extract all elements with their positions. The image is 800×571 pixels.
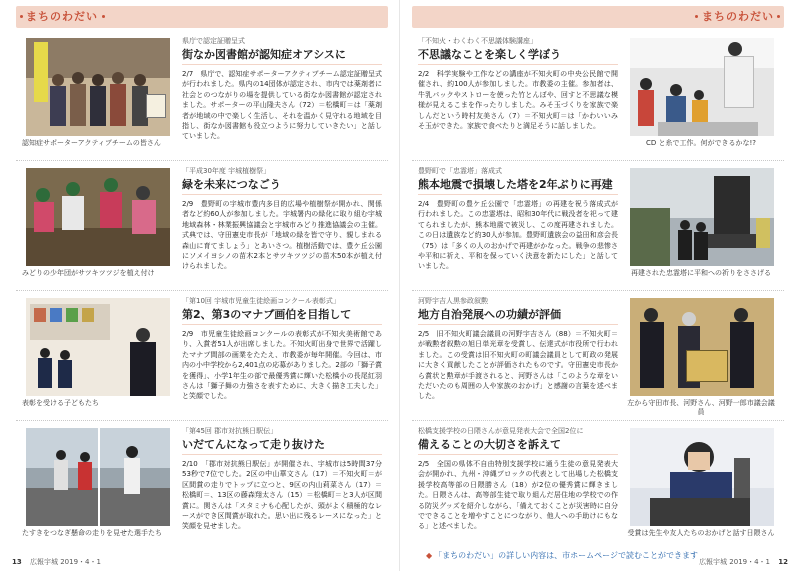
photo-dementia-team — [26, 38, 170, 136]
footer-left — [12, 557, 101, 567]
website-note — [426, 550, 698, 561]
diamond-icon: ◆ — [426, 551, 433, 560]
section-divider — [412, 420, 784, 421]
photo-tree-planting — [26, 168, 170, 266]
news-section — [16, 164, 388, 286]
article-headline: 備えることの大切さを訴えて — [418, 438, 618, 455]
photo-decoration-ceremony — [630, 298, 774, 396]
article — [182, 426, 382, 532]
news-section — [16, 424, 388, 546]
article — [418, 296, 618, 402]
header-dot — [777, 15, 780, 18]
article-label: 「平成30年度 宇城植樹祭」 — [182, 167, 271, 175]
photo-caption: 再建された忠霊塔に平和への祈りをささげる — [631, 269, 771, 277]
header-bar-left — [16, 6, 388, 28]
article-headline: 緑を未来につなごう — [182, 178, 382, 195]
article-label: 「不知火・わくわく不思議体験講座」 — [418, 37, 537, 45]
page-number: 12 — [778, 558, 788, 566]
section-divider — [16, 290, 388, 291]
photo-caption: 左から守田市長、河野さん、河野一郎市議会議員 — [627, 399, 775, 416]
article-headline: いだてんになって走り抜けた — [182, 438, 382, 455]
news-section — [412, 294, 784, 416]
photo-caption: 表彰を受ける子どもたち — [22, 399, 99, 407]
header-bar-right — [412, 6, 784, 28]
article-headline: 地方自治発展への功績が評価 — [418, 308, 618, 325]
article-headline: 不思議なことを楽しく学ぼう — [418, 48, 618, 65]
article-body: 2/9 豊野町の宇城市豊内多目的広場や植樹祭が開かれ、関係者など約60人が参加しました。宇城署内の緑化に取り組む宇城地域森林・林業振興協議会と宇城市みどり推進協議会の主催。式典では、守田憲史市長が「地域の緑を皆で守り、親しまれる森山に育てましょう」とあいさつ。植樹活動では、豊ケ丘公園にソメイヨシノの苗木2本とサツキツツジの苗木50本が植え付けられました。 — [182, 200, 382, 271]
photo-caption: 認知症サポーターアクティブチームの皆さん — [22, 139, 161, 147]
news-section — [16, 34, 388, 156]
publication-info: 広報宇城 2019・4・1 — [699, 558, 771, 566]
news-section — [412, 34, 784, 156]
article-label: 県庁で認定証贈呈式 — [182, 37, 245, 45]
section-divider — [16, 160, 388, 161]
photo-speech-award — [630, 428, 774, 526]
article-headline: 街なか図書館が認知症オアシスに — [182, 48, 382, 65]
photo-caption: みどりの少年団がサツキツツジを植え付け — [22, 269, 155, 277]
article-label: 「第45回 郡市対抗熊日駅伝」 — [182, 427, 278, 435]
article-headline: 熊本地震で損壊した塔を2年ぶりに再建 — [418, 178, 618, 195]
article-body: 2/7 県庁で、認知症サポーターアクティブチーム認定証贈呈式が行われました。県内の14団体が認定され、市内では薬剤者に社会とのつながりの場を提供している街なか図書館が認定されました。サポーターの平山隆夫さん（72）＝松橋町＝は「薬剤者が地域の中で楽しく生活し、それを温かく見守れる地域を目指し、街なか図書館も役立つように努力していきたい」と話していました。 — [182, 70, 382, 141]
header-title-left: まちのわだい — [26, 10, 98, 23]
publication-info: 広報宇城 2019・4・1 — [29, 558, 101, 566]
article — [418, 36, 618, 131]
article — [182, 36, 382, 142]
news-section — [412, 164, 784, 286]
photo-caption: CD と糸で工作。何ができるかな!? — [645, 139, 757, 147]
article — [182, 296, 382, 402]
article-body: 2/5 旧不知火町議会議員の河野宇吉さん（88）＝不知火町＝が戦勲者叙勲の旭日単光章を受賞し、伝達式が市役所で行われました。この受賞は旧不知火町の町議会議員として町政の発展に大きく貢献したことが評価されたものです。守田憲史市長から賞状と勲章が手渡されると、河野さんは「このような章をいただいたのも周囲の人や家族のおかげ」と感謝の言葉を述べました。 — [418, 330, 618, 401]
article — [418, 166, 618, 272]
news-section — [16, 294, 388, 416]
website-note-text: 「まちのわだい」の詳しい内容は、市ホームページで読むことができます — [434, 551, 698, 560]
header-dot — [695, 15, 698, 18]
article-body: 2/2 科学実験や工作などの講座が不知火町の中央公民館で開催され、約100人が参加しました。市教委の主催。参加者は、牛乳パックやストローを使った竹とんぼや、回すと不思議な模様が見えるこまを作ったりしました。みそ玉づくりを家族で楽しんだという時村友美さん（7）＝不知火町＝は「かわいいみそ玉ができた。家族で食べたりと満足そうに話しました。 — [418, 70, 618, 131]
right-page — [400, 0, 800, 571]
photo-memorial-tower — [630, 168, 774, 266]
article-body: 2/4 豊野町の豊ケ丘公園で「忠霊塔」の再建を祝う落成式が行われました。この忠霊塔は、昭和30年代に戦没者を祀って建てられましたが、熊本地震で被災し、この度再建されました。この日は遺族など約30人が参加。豊野町遺族会の益田和彦会長（75）は「多くの人のおかげで再建がかなった。戦争の悲惨さや平和に祈え、平和を保っていく決意を新たにした」と話していました。 — [418, 200, 618, 271]
article-body: 2/9 市児童生徒絵画コンクールの表彰式が不知火美術館であり、入賞者51人が出席しました。不知火町出身で世界で活躍したマナブ間部の画業をたたえ、市教委が毎年開催。今回は、市内の小中学校から2,401点の応募がありました。2部の「獅子賞を獲得」、小学1年生の部で最優秀賞に輝いた松橋小の長尾紅羽さんは「獅子舞の力強さを表すために、大きく描き工夫した」と笑顔でした。 — [182, 330, 382, 401]
section-divider — [412, 160, 784, 161]
photo-ekiden — [26, 428, 170, 526]
header-dot — [102, 15, 105, 18]
article-headline: 第2、第3のマナブ画伯を目指して — [182, 308, 382, 325]
article-label: 河野宇吉人黒参政叙勲 — [418, 297, 488, 305]
photo-art-award — [26, 298, 170, 396]
page-number: 13 — [12, 558, 22, 566]
header-title-right: まちのわだい — [702, 10, 774, 23]
photo-caption: たすきをつなぎ懸命の走りを見せた選手たち — [22, 529, 162, 537]
article-body: 2/5 全国の県体不自由特別支援学校に通う生徒の意見発表大会が開かれ、九州・沖縄ブロックの代表として出場した松橋支援学校高等部の日隈勝さん（18）が2位の優秀賞に輝きました。日隈さんは、高等部生徒で取り組んだ居住地の学校での作る防災グッズを紹介しながら、「備えておくことが災害時に自分でできることを増やすことにつながり、他人への手助けにもなる」と述べました。 — [418, 460, 618, 531]
article-label: 松橋支援学校の日隈さんが意見発表大会で全国2位に — [418, 427, 584, 435]
photo-caption: 受賞は先生や友人たちのおかげと話す日隈さん — [627, 529, 775, 537]
article-label: 「第10回 宇城市児童生徒絵画コンクール表彰式」 — [182, 297, 340, 305]
article — [182, 166, 382, 272]
article-body: 2/10 「郡市対抗熊日駅伝」が開催され、宇城市は5時間37分53秒で7位でした。2区の中山華文さん（17）＝不知火町＝が区間賞の走りでトップに立つと、9区の内山莉菜さん（17）＝松橋町＝、13区の藤森翔太さん（15）＝松橋町＝と3人が区間賞に。関さんは「スタミナも心配したが、頭がよく積極的なレースができ区間賞が取れた。思い出に残るレースになった」と笑顔を見せました。 — [182, 460, 382, 531]
header-dot — [20, 15, 23, 18]
article — [418, 426, 618, 532]
section-divider — [412, 290, 784, 291]
section-divider — [16, 420, 388, 421]
article-label: 豊野町で「忠霊塔」落成式 — [418, 167, 502, 175]
photo-science-workshop — [630, 38, 774, 136]
news-section — [412, 424, 784, 546]
footer-right — [699, 557, 788, 567]
